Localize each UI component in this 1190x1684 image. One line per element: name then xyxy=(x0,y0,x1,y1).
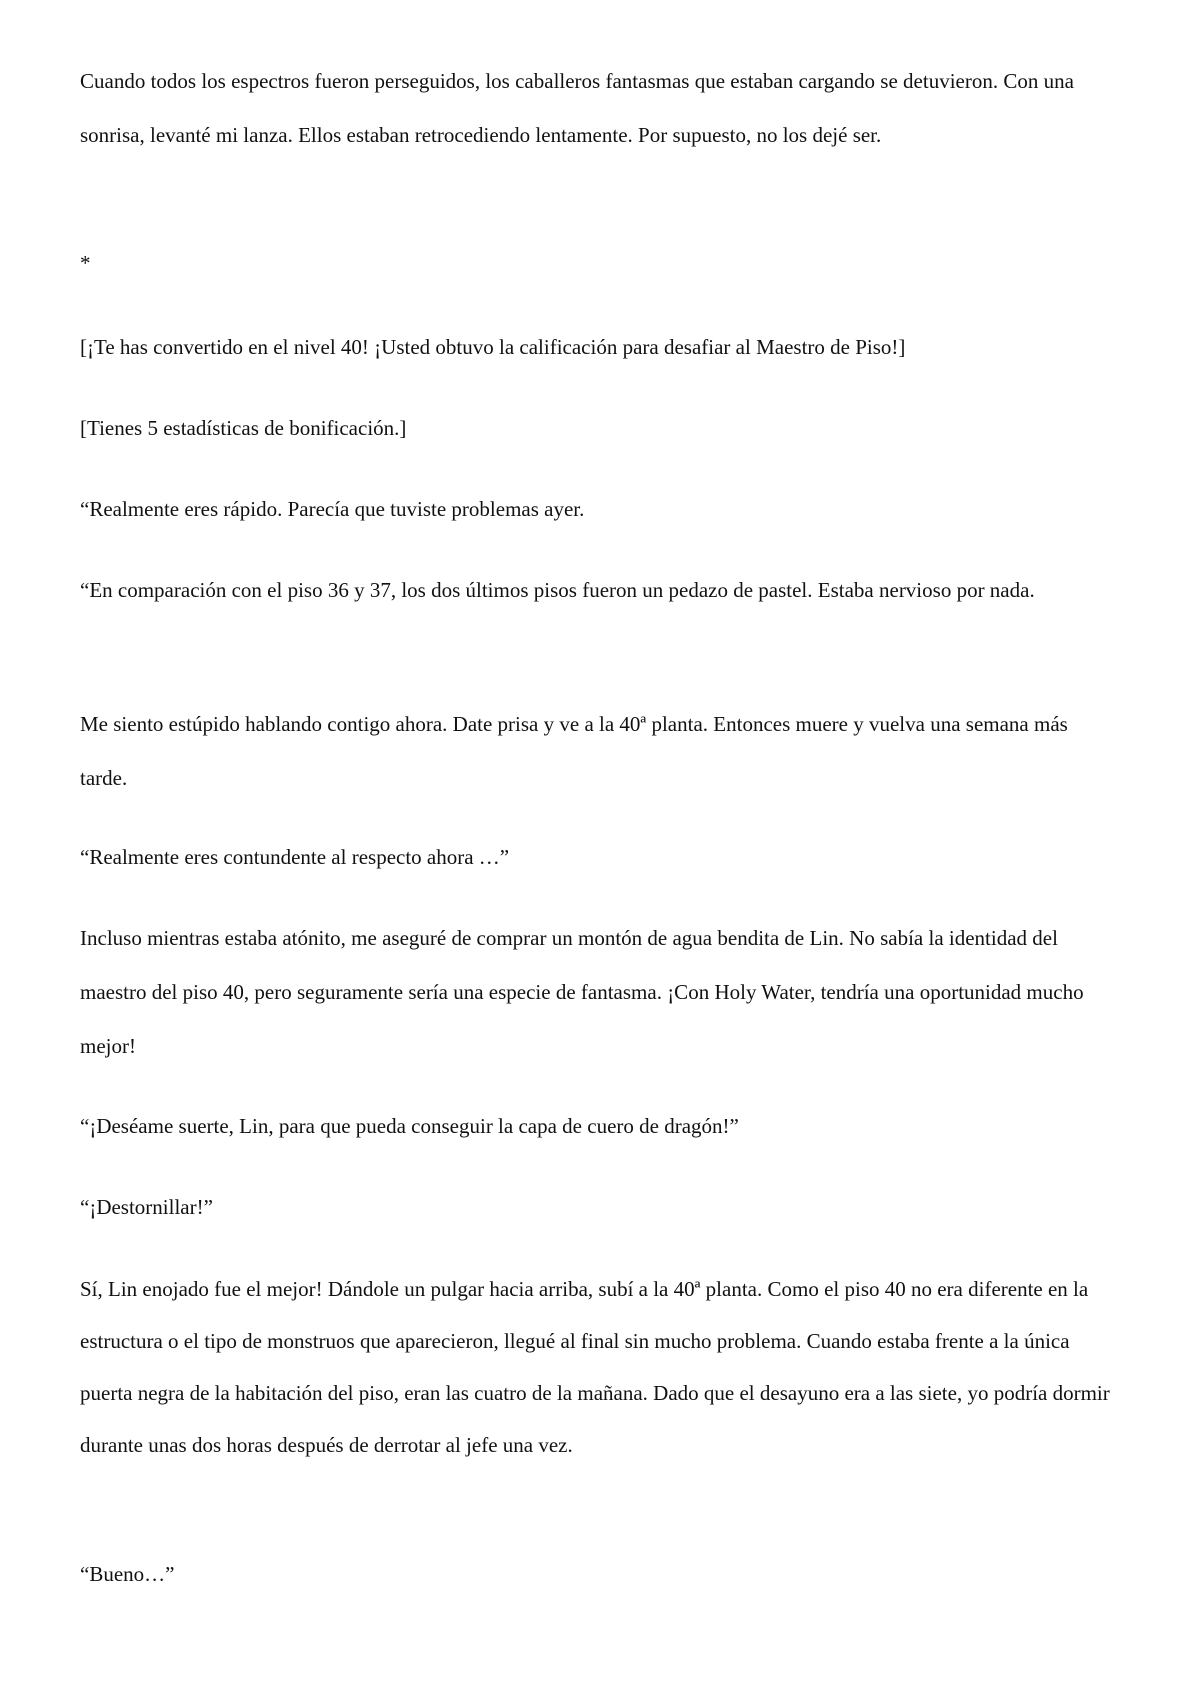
paragraph-12: Sí, Lin enojado fue el mejor! Dándole un pulgar hacia arriba, subí a la 40ª planta. Como el piso 40 no era diferente en la estructura o el tipo de monstruos que aparecieron, llegué al final sin mucho problema. Cuando estaba frente a la única puerta negra de la habitación del piso, eran las cuatro de la mañana. Dado que el desayuno era a las siete, yo podría dormir durante unas dos horas después de derrotar al jefe una vez. xyxy=(80,1277,1110,1457)
system-message-stats: [Tienes 5 estadísticas de bonificación.] xyxy=(80,416,407,440)
scene-break: * xyxy=(80,251,91,275)
system-message-level: [¡Te has convertido en el nivel 40! ¡Usted obtuvo la calificación para desafiar al Maestro de Piso!] xyxy=(80,335,906,359)
dialogue-line-2: “En comparación con el piso 36 y 37, los dos últimos pisos fueron un pedazo de pastel. Estaba nervioso por nada. xyxy=(80,578,1035,602)
paragraph-9: Incluso mientras estaba atónito, me aseguré de comprar un montón de agua bendita de Lin. No sabía la identidad del maestro del piso 40, pero seguramente sería una especie de fantasma. ¡Con Holy Water, tendría una oportunidad mucho mejor! xyxy=(80,926,1084,1058)
dialogue-line-4: “¡Deséame suerte, Lin, para que pueda conseguir la capa de cuero de dragón!” xyxy=(80,1114,739,1138)
paragraph-1: Cuando todos los espectros fueron perseguidos, los caballeros fantasmas que estaban cargando se detuvieron. Con una sonrisa, levanté mi lanza. Ellos estaban retrocediendo lentamente. Por supuesto, no los dejé ser. xyxy=(80,69,1074,147)
paragraph-7: Me siento estúpido hablando contigo ahora. Date prisa y ve a la 40ª planta. Entonces muere y vuelva una semana más tarde. xyxy=(80,712,1068,790)
dialogue-line-3: “Realmente eres contundente al respecto ahora …” xyxy=(80,845,510,869)
dialogue-line-1: “Realmente eres rápido. Parecía que tuviste problemas ayer. xyxy=(80,497,585,521)
dialogue-line-5: “¡Destornillar!” xyxy=(80,1195,213,1219)
dialogue-line-6: “Bueno…” xyxy=(80,1562,175,1586)
